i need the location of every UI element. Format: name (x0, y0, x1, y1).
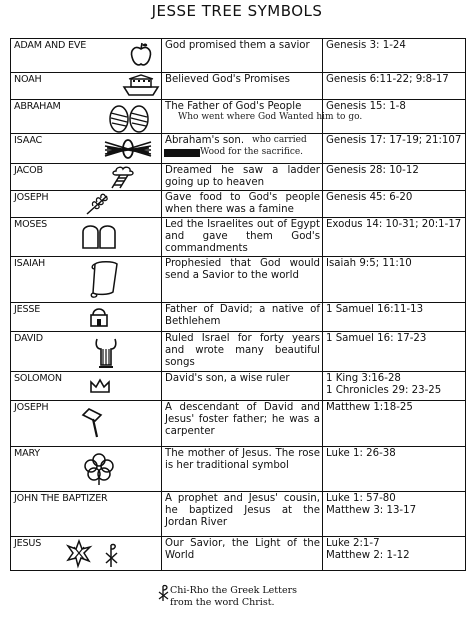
reference-text: Luke 1: 57-80 (326, 493, 396, 504)
hammer-icon (81, 407, 105, 439)
scroll-icon (89, 260, 119, 300)
reference-text: Genesis 17: 17-19; 21:107 (326, 135, 462, 146)
scripture-reference (323, 401, 466, 447)
footnote (170, 585, 300, 608)
wheat-icon (85, 192, 113, 216)
scripture-reference (323, 537, 466, 571)
symbol-description: Our Savior, the Light of the World (162, 537, 323, 571)
scripture-reference (323, 218, 466, 257)
crown-icon (89, 378, 111, 394)
scripture-reference (323, 303, 466, 332)
table-row (11, 191, 466, 218)
table-row (11, 73, 466, 100)
table-row (11, 134, 466, 164)
scripture-reference (323, 372, 466, 401)
reference-text: 1 King 3:16-28 (326, 373, 401, 384)
symbol-name-cell (11, 100, 162, 134)
ark-icon (123, 75, 159, 97)
harp-icon (93, 337, 119, 369)
page-title: JESSE TREE SYMBOLS (151, 2, 323, 20)
reference-text: Genesis 28: 10-12 (326, 165, 419, 176)
symbol-description: Believed God's Promises (162, 73, 323, 100)
scripture-reference (323, 492, 466, 537)
symbol-description: Gave food to God's people when there was a famine (162, 191, 323, 218)
symbol-name: JOHN THE BAPTIZER (14, 493, 108, 504)
symbol-name: ADAM AND EVE (14, 40, 87, 51)
symbol-description: Dreamed he saw a ladder going up to heaven (162, 164, 323, 191)
symbol-name: DAVID (14, 333, 43, 344)
symbol-name-cell (11, 492, 162, 537)
symbol-name-cell (11, 537, 162, 571)
table-row (11, 218, 466, 257)
symbol-name-cell (11, 73, 162, 100)
table-row (11, 537, 466, 571)
symbol-description-cell (162, 134, 323, 164)
reference-text: Luke 2:1-7 (326, 538, 380, 549)
symbol-name: JOSEPH (14, 402, 49, 413)
symbol-description: A descendant of David and Jesus' foster father; he was a carpenter (162, 401, 323, 447)
scripture-reference (323, 191, 466, 218)
symbol-description: Led the Israelites out of Egypt and gave them God's commandments (162, 218, 323, 257)
reference-text: 1 Chronicles 29: 23-25 (326, 385, 442, 397)
symbol-name: SOLOMON (14, 373, 62, 384)
reference-text: Matthew 2: 1-12 (326, 550, 410, 562)
table-row (11, 492, 466, 537)
symbol-name: NOAH (14, 74, 42, 85)
table-row (11, 332, 466, 372)
handwritten-note-text: Wood for the sacrifice. (200, 147, 304, 157)
reference-text: 1 Samuel 16: 17-23 (326, 333, 427, 344)
reference-text: Genesis 3: 1-24 (326, 40, 406, 51)
symbol-name: ABRAHAM (14, 101, 61, 112)
house-icon (89, 307, 109, 327)
table-row (11, 100, 466, 134)
rose-icon (83, 452, 115, 486)
symbol-name: JOSEPH (14, 192, 49, 203)
scripture-reference (323, 39, 466, 73)
table-row (11, 303, 466, 332)
symbol-name-cell (11, 39, 162, 73)
symbol-description: Abraham's son. (165, 135, 245, 146)
symbol-description: David's son, a wise ruler (162, 372, 323, 401)
symbols-table (10, 38, 466, 571)
sandals-icon (103, 103, 155, 133)
handwritten-note-text: Who went where God Wanted him to go. (178, 112, 363, 122)
symbol-name-cell (11, 218, 162, 257)
footnote-text: Chi-Rho the Greek Letters from the word Christ. (170, 585, 297, 608)
symbol-description: Prophesied that God would send a Savior to the world (162, 257, 323, 303)
symbol-description: God promised them a savior (162, 39, 323, 73)
symbol-name-cell (11, 372, 162, 401)
symbol-name: JESSE (14, 304, 41, 315)
symbol-description: A prophet and Jesus' cousin, he baptized Jesus at the Jordan River (162, 492, 323, 537)
symbol-description: The mother of Jesus. The rose is her traditional symbol (162, 447, 323, 492)
table-row (11, 372, 466, 401)
scripture-reference (323, 164, 466, 191)
ladder-cloud-icon (108, 165, 136, 189)
apple-icon (129, 42, 153, 68)
symbol-name-cell (11, 447, 162, 492)
reference-text: Genesis 45: 6-20 (326, 192, 413, 203)
scripture-reference (323, 257, 466, 303)
symbol-name-cell (11, 191, 162, 218)
symbol-name-cell (11, 303, 162, 332)
redaction-mark (164, 149, 200, 157)
symbol-name-cell (11, 401, 162, 447)
reference-text: 1 Samuel 16:11-13 (326, 304, 424, 315)
symbol-name-cell (11, 332, 162, 372)
chi-rho-icon (158, 584, 170, 606)
scripture-reference (323, 332, 466, 372)
symbol-description: Ruled Israel for forty years and wrote many beautiful songs (162, 332, 323, 372)
table-row (11, 164, 466, 191)
reference-text: Exodus 14: 10-31; 20:1-17 (326, 219, 462, 230)
handwritten-note-text: who carried (252, 135, 307, 145)
reference-text: Luke 1: 26-38 (326, 448, 396, 459)
reference-text: Matthew 1:18-25 (326, 402, 413, 413)
symbol-description: Father of David; a native of Bethlehem (162, 303, 323, 332)
table-row (11, 257, 466, 303)
symbol-description-cell (162, 100, 363, 134)
star-chi-rho-icon (67, 539, 131, 569)
scripture-reference (323, 447, 466, 492)
scripture-reference (323, 73, 466, 100)
symbol-description: The Father of God's People (165, 101, 302, 112)
symbol-name-cell (11, 134, 162, 164)
symbol-name-cell (11, 164, 162, 191)
reference-text: Matthew 3: 13-17 (326, 505, 417, 517)
symbol-name: ISAAC (14, 135, 43, 146)
bundle-of-sticks-icon (103, 138, 153, 160)
handwritten-note (178, 112, 362, 123)
reference-text: Genesis 6:11-22; 9:8-17 (326, 74, 449, 85)
symbol-name: JACOB (14, 165, 43, 176)
symbol-name: MOSES (14, 219, 48, 230)
table-row (11, 39, 466, 73)
table-row (11, 447, 466, 492)
reference-text: Isaiah 9:5; 11:10 (326, 258, 412, 269)
symbol-name: JESUS (14, 538, 42, 549)
symbol-name: ISAIAH (14, 258, 46, 269)
reference-text: Genesis 15: 1-8 (326, 101, 406, 112)
symbol-name-cell (11, 257, 162, 303)
tablets-icon (81, 222, 117, 250)
scripture-reference (323, 134, 466, 164)
symbol-name: MARY (14, 448, 40, 459)
table-row (11, 401, 466, 447)
